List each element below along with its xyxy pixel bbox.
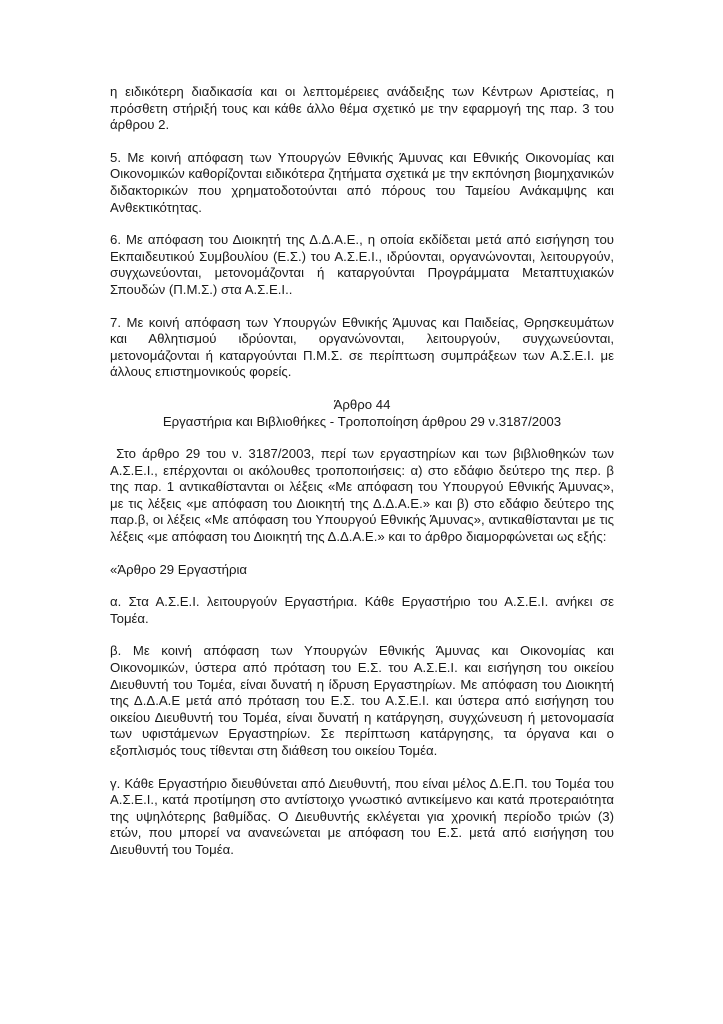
document-page (110, 84, 618, 875)
paragraph-amendment: Στο άρθρο 29 του ν. 3187/2003, περί των εργαστηρίων και των βιβλιοθηκών των Α.Σ.Ε.Ι., επέρχονται οι ακόλουθες τροποποιήσεις: α) στο εδάφιο δεύτερο της περ. β της παρ. 1 αντικαθίστανται οι λέξεις «Με απόφαση του Υπουργού Εθνικής Άμυνας», με τις λέξεις «με απόφαση του Διοικητή της Δ.Δ.Α.Ε.» και β) στο εδάφιο δεύτερο της παρ.β, οι λέξεις «Με απόφαση του Υπουργού Εθνικής Άμυνας», αντικαθίστανται με τις λέξεις «με απόφαση του Διοικητή της Δ.Δ.Α.Ε.» και το άρθρο διαμορφώνεται ως εξής: (110, 446, 618, 545)
paragraph-5: 5. Με κοινή απόφαση των Υπουργών Εθνικής Άμυνας και Εθνικής Οικονομίας και Οικονομικών καθορίζονται ειδικότερα ζητήματα σχετικά με την εκπόνηση βιομηχανικών διδακτορικών που χρηματοδοτούνται από πόρους του Ταμείου Ανάκαμψης και Ανθεκτικότητας. (110, 149, 614, 215)
article-heading (110, 397, 614, 430)
paragraph-a: α. Στα Α.Σ.Ε.Ι. λειτουργούν Εργαστήρια. Κάθε Εργαστήριο του Α.Σ.Ε.Ι. ανήκει σε Τομέα. (110, 594, 614, 626)
article-title: Εργαστήρια και Βιβλιοθήκες - Τροποποίηση άρθρου 29 ν.3187/2003 (162, 413, 562, 429)
paragraph-7: 7. Με κοινή απόφαση των Υπουργών Εθνικής Άμυνας και Παιδείας, Θρησκευμάτων και Αθλητισμού ιδρύονται, οργανώνονται, λειτουργούν, συγχωνεύονται, μετονομάζονται ή καταργούνται Π.Μ.Σ. σε περίπτωση συμπράξεων των Α.Σ.Ε.Ι. με άλλους επιστημονικούς φορείς. (110, 314, 614, 380)
article-number: Άρθρο 44 (333, 396, 391, 412)
quoted-article-heading: «Άρθρο 29 Εργαστήρια (110, 561, 248, 577)
paragraph-6: 6. Με απόφαση του Διοικητή της Δ.Δ.Α.Ε., η οποία εκδίδεται μετά από εισήγηση του Εκπαιδευτικού Συμβουλίου (Ε.Σ.) του Α.Σ.Ε.Ι., ιδρύονται, οργανώνονται, λειτουργούν, συγχωνεύονται, μετονομάζονται ή καταργούνται Προγράμματα Μεταπτυχιακών Σπουδών (Π.Μ.Σ.) στα Α.Σ.Ε.Ι.. (110, 232, 614, 297)
paragraph-b: β. Με κοινή απόφαση των Υπουργών Εθνικής Άμυνας και Οικονομίας και Οικονομικών, ύστερα από πρόταση του Ε.Σ. του Α.Σ.Ε.Ι. και εισήγηση του οικείου Διευθυντή του Τομέα, είναι δυνατή η ίδρυση Εργαστηρίων. Με απόφαση του Διοικητή της Δ.Δ.Α.Ε μετά από πρόταση του Ε.Σ. του Α.Σ.Ε.Ι. και ύστερα από εισήγηση του οικείου Διευθυντή του Τομέα, είναι δυνατή η κατάργηση, συγχώνευση ή μετονομασία των υφιστάμενων Εργαστηρίων. Σε περίπτωση κατάργησης, τα όργανα και ο εξοπλισμός τους τίθενται στη διάθεση του οικείου Τομέα. (110, 643, 614, 758)
paragraph-intro-continuation: η ειδικότερη διαδικασία και οι λεπτομέρειες ανάδειξης των Κέντρων Αριστείας, η πρόσθετη στήριξή τους και κάθε άλλο θέμα σχετικό με την εφαρμογή της παρ. 3 του άρθρου 2. (110, 84, 614, 133)
paragraph-c: γ. Κάθε Εργαστήριο διευθύνεται από Διευθυντή, που είναι μέλος Δ.Ε.Π. του Τομέα του Α.Σ.Ε.Ι., κατά προτίμηση στο αντίστοιχο γνωστικό αντικείμενο και κατά προτεραιότητα της υψηλότερης βαθμίδας. Ο Διευθυντής εκλέγεται για χρονική περίοδο τριών (3) ετών, που μπορεί να ανανεώνεται με απόφαση του Ε.Σ. μετά από εισήγηση του Διευθυντή του Τομέα. (110, 775, 614, 857)
